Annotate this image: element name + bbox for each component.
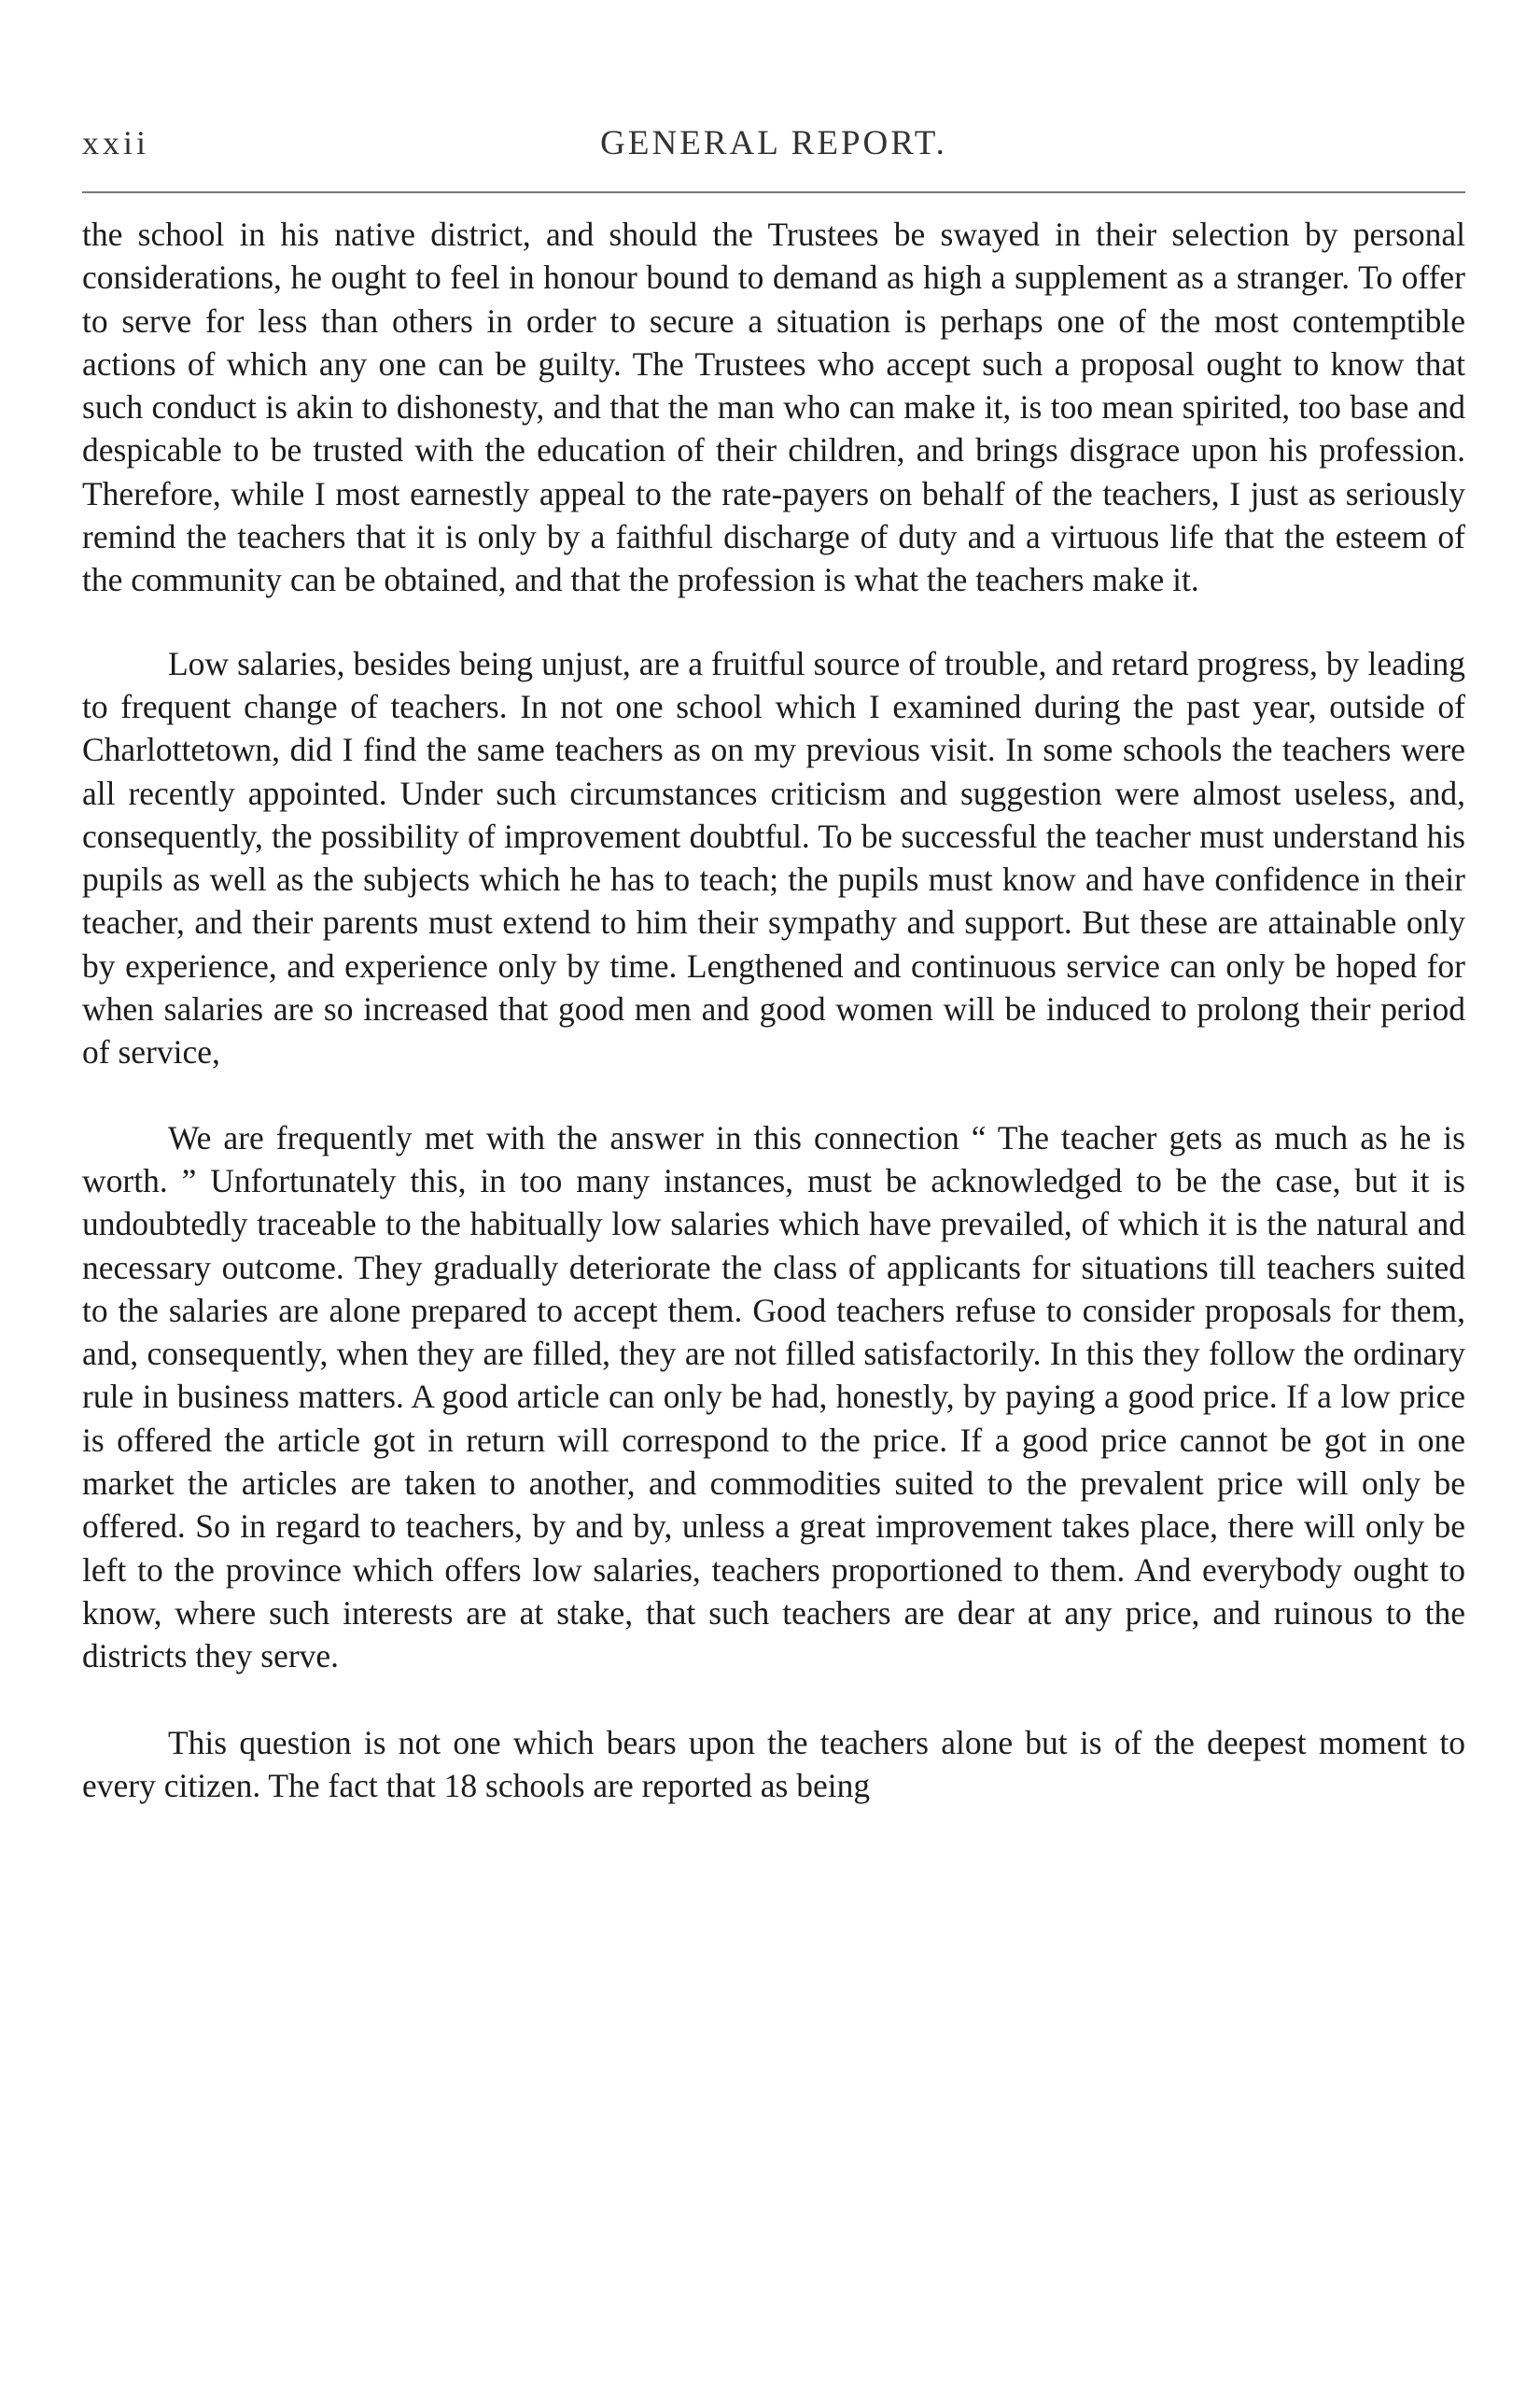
paragraph-question: This question is not one which bears upon the teachers alone but is of the deepest moment to every citizen. The fact that 18 schools are reported as being (82, 1723, 1465, 1804)
running-head: GENERAL REPORT. (600, 124, 947, 162)
header-rule (82, 191, 1465, 193)
page-header (82, 112, 1465, 168)
paragraph-low-salaries: Low salaries, besides being unjust, are a fruitful source of trouble, and retard progress, by leading to frequent change of teachers. In not one school which I examined during the past year, outside of Charlottetown, did I find the same teachers as on my previous visit. In some schools the teachers were all recently appointed. Under such circumstances criticism and suggestion were almost useless, and, consequently, the possibility of improvement doubtful. To be successful the teacher must understand his pupils as well as the subjects which he has to teach; the pupils must know and have confidence in their teacher, and their parents must extend to him their sympathy and support. But these are attainable only by experience, and experience only by time. Lengthened and continuous service can only be hoped for when salaries are so increased that good men and good women will be induced to prolong their period of service, (82, 644, 1465, 1072)
body-text (82, 213, 1465, 1807)
page-number: xxii (82, 124, 150, 161)
paragraph-teacher-worth: We are frequently met with the answer in this connection “ The teacher gets as much as he is worth. ” Unfortunately this, in too many instances, must be acknowledged to be the case, but it is undoubtedly traceable to the habitually low salaries which have prevailed, of which it is the natural and necessary outcome. They gradually deteriorate the class of applicants for situations till teachers suited to the salaries are alone prepared to accept them. Good teachers refuse to consider proposals for them, and, consequently, when they are filled, they are not filled satisfactorily. In this they follow the ordinary rule in business matters. A good article can only be had, honestly, by paying a good price. If a low price is offered the article got in return will correspond to the price. If a good price cannot be got in one market the articles are taken to another, and commodities suited to the prevalent price will only be offered. So in regard to teachers, by and by, unless a great improvement takes place, there will only be left to the province which offers low salaries, teachers proportioned to them. And everybody ought to know, where such interests are at stake, that such teachers are dear at any price, and ruinous to the districts they serve. (82, 1118, 1465, 1675)
paragraph-continuation: the school in his native district, and should the Trustees be swayed in their selection by personal considerations, he ought to feel in honour bound to demand as high a supplement as a stranger. To offer to serve for less than others in order to secure a situation is perhaps one of the most contemptible actions of which any one can be guilty. The Trustees who accept such a proposal ought to know that such conduct is akin to dishonesty, and that the man who can make it, is too mean spirited, too base and despicable to be trusted with the education of their children, and brings disgrace upon his profession. Therefore, while I most earnestly appeal to the rate-payers on behalf of the teachers, I just as seriously remind the teachers that it is only by a faithful discharge of duty and a virtuous life that the esteem of the community can be obtained, and that the profession is what the teachers make it. (82, 216, 1465, 599)
